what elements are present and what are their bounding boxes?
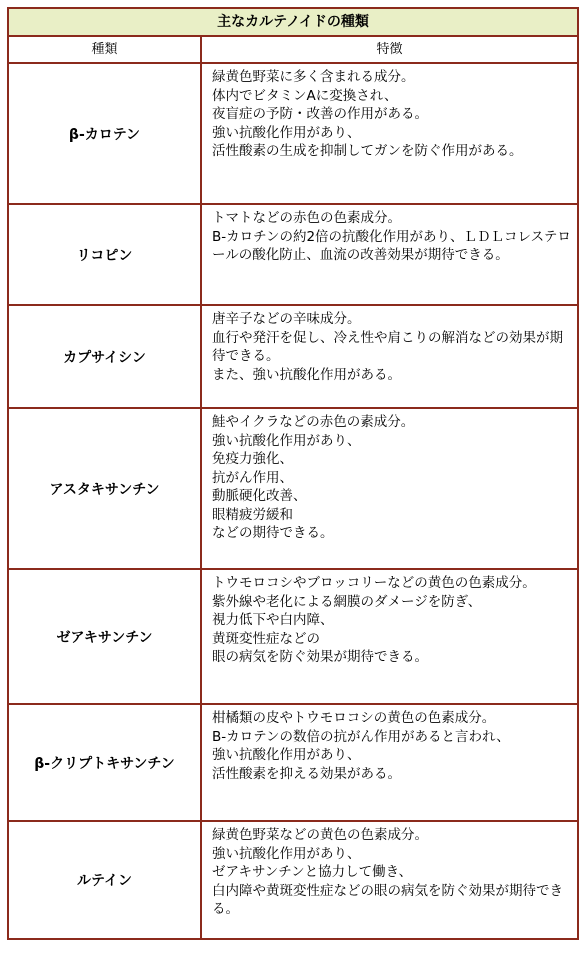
description-line: 動脈硬化改善、 [212, 488, 307, 504]
table-row [8, 204, 578, 305]
description-line: 眼精疲労緩和 [212, 506, 293, 523]
description-line: 柑橘類の皮やトウモロコシの黄色の色素成分。 [212, 710, 496, 726]
description-line: 血行や発汗を促し、冷え性や肩こりの解消などの効果が期待できる。 [212, 329, 563, 364]
carotenoid-name: ゼアキサンチン [8, 569, 201, 704]
description-line: 鮭やイクラなどの赤色の素成分。 [212, 414, 415, 430]
description-line: 強い抗酸化作用があり、 [212, 845, 361, 862]
carotenoid-name: アスタキサンチン [8, 408, 201, 569]
description-line: 活性酸素の生成を抑制してガンを防ぐ作用がある。 [212, 143, 523, 159]
carotenoid-name: ルテイン [8, 821, 201, 939]
description-line: 夜盲症の予防・改善の作用がある。 [212, 106, 428, 122]
table-row [8, 821, 578, 939]
description-line: 免疫力強化、 [212, 451, 293, 467]
title-row [8, 8, 578, 36]
description-line: 視力低下や白内障、 [212, 612, 334, 628]
description-line: 緑黄色野菜に多く含まれる成分。 [212, 69, 415, 85]
description-line: 抗がん作用、 [212, 469, 293, 486]
description-line: 強い抗酸化作用があり、 [212, 124, 361, 141]
carotenoid-name: β-カロテン [8, 63, 201, 204]
description-line: トマトなどの赤色の色素成分。 [212, 210, 401, 226]
carotenoid-description [201, 569, 578, 704]
description-line: トウモロコシやブロッコリーなどの黄色の色素成分。 [212, 575, 536, 591]
table-row [8, 569, 578, 704]
carotenoid-description [201, 305, 578, 408]
carotenoid-description [201, 204, 578, 305]
description-line: また、強い抗酸化作用がある。 [212, 366, 401, 383]
carotenoid-description [201, 408, 578, 569]
description-line: ゼアキサンチンと協力して働き、 [212, 864, 413, 880]
description-line: 体内でビタミンAに変換され、 [212, 87, 398, 104]
description-line: 黄斑変性症などの [212, 630, 320, 647]
description-line: 強い抗酸化作用があり、 [212, 432, 361, 449]
description-line: Β-カロテンの数倍の抗がん作用があると言われ、 [212, 728, 510, 745]
carotenoid-name: カプサイシン [8, 305, 201, 408]
table-title: 主なカルテノイドの種類 [8, 8, 578, 36]
description-line: 紫外線や老化による網膜のダメージを防ぎ、 [212, 593, 482, 610]
carotenoid-name: β-クリプトキサンチン [8, 704, 201, 821]
description-line: 緑黄色野菜などの黄色の色素成分。 [212, 827, 428, 843]
carotenoid-table [7, 7, 579, 940]
description-line: 活性酸素を抑える効果がある。 [212, 765, 401, 782]
carotenoid-name: リコピン [8, 204, 201, 305]
table-row [8, 305, 578, 408]
column-header-feature: 特徴 [201, 36, 578, 63]
table-row [8, 704, 578, 821]
carotenoid-description [201, 821, 578, 939]
description-line: などの期待できる。 [212, 525, 334, 541]
description-line: 白内障や黄斑変性症などの眼の病気を防ぐ効果が期待できる。 [212, 882, 563, 917]
description-line: 眼の病気を防ぐ効果が期待できる。 [212, 649, 428, 665]
carotenoid-description [201, 704, 578, 821]
table-row [8, 408, 578, 569]
description-line: 強い抗酸化作用があり、 [212, 747, 361, 763]
description-line: Β-カロチンの約2倍の抗酸化作用があり、ＬＤＬコレステロールの酸化防止、血流の改善効果が期待できる。 [212, 228, 571, 263]
table-row [8, 63, 578, 204]
carotenoid-description [201, 63, 578, 204]
header-row [8, 36, 578, 63]
column-header-type: 種類 [8, 36, 201, 63]
description-line: 唐辛子などの辛味成分。 [212, 311, 361, 327]
